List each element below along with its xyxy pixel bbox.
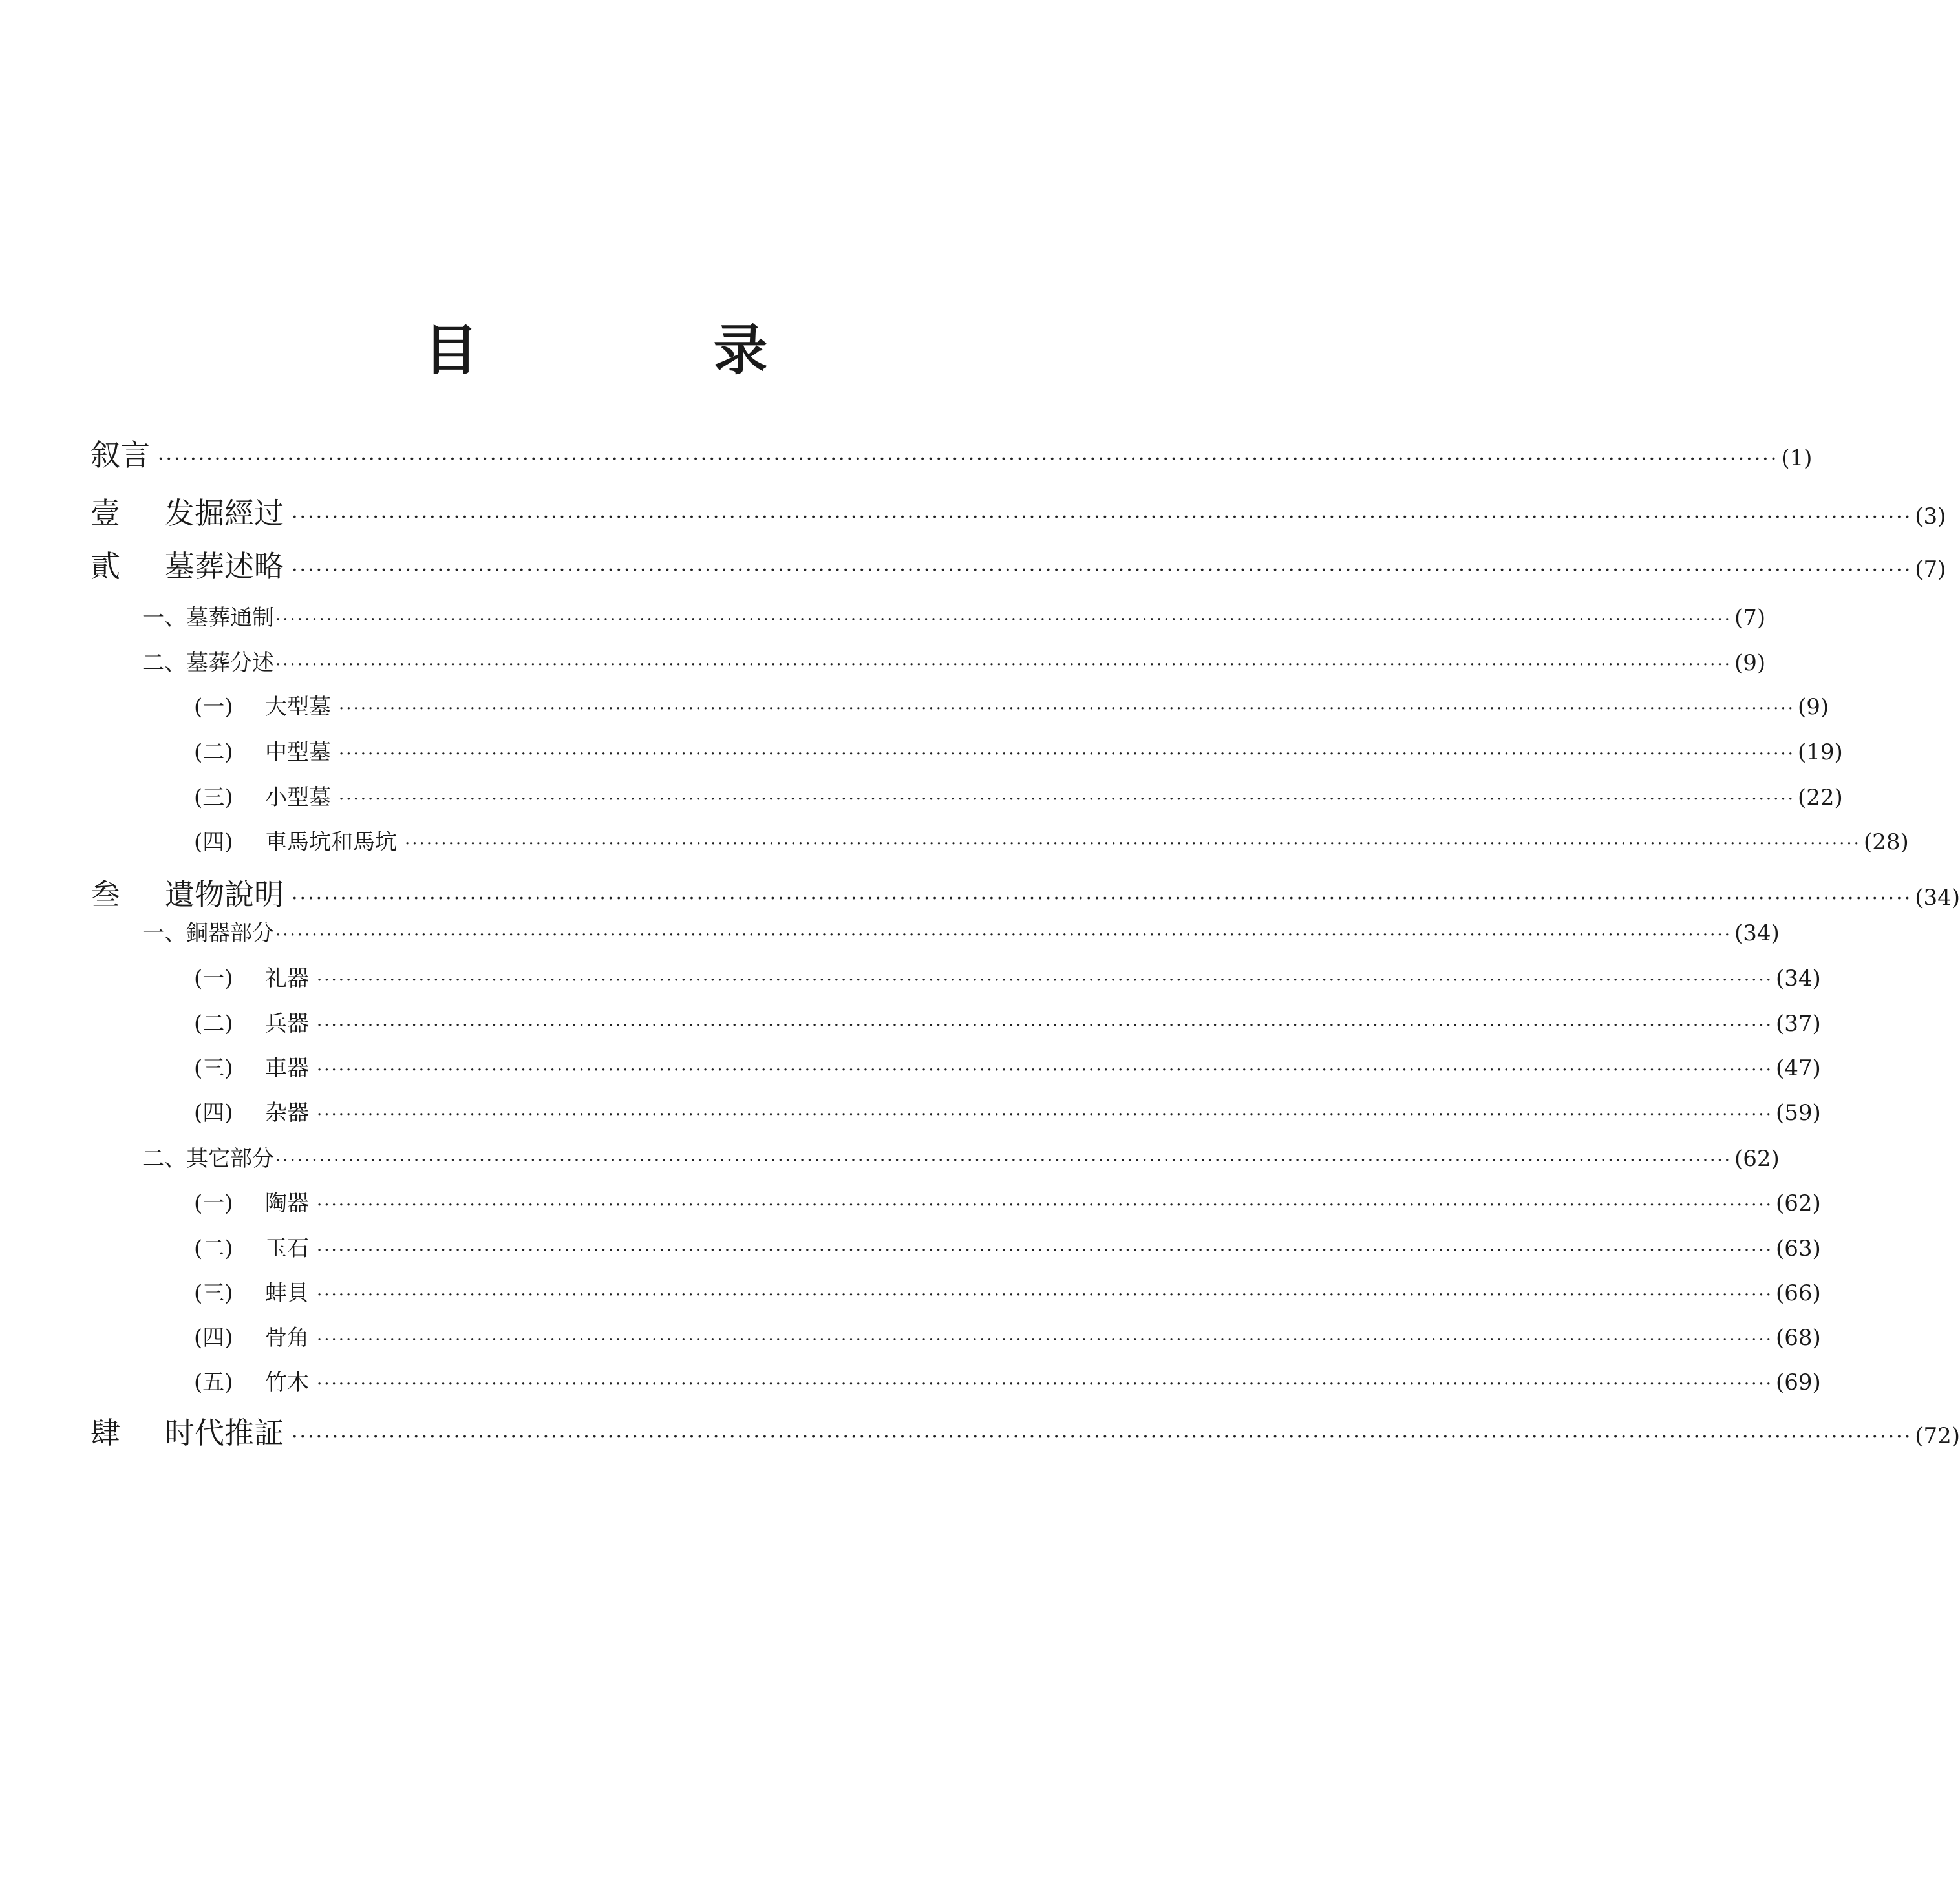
right-paren: ): [1756, 605, 1766, 631]
left-paren: (: [1734, 650, 1743, 676]
left-paren: (: [1915, 885, 1924, 911]
left-paren: (: [1797, 785, 1807, 810]
left-paren: (: [1797, 694, 1807, 720]
page-number: 28: [1872, 829, 1901, 855]
toc-entry-page: [1776, 1011, 1821, 1037]
toc-entry-page: [1734, 650, 1765, 676]
left-paren: (: [1734, 1146, 1743, 1172]
left-paren: (: [1775, 966, 1785, 991]
toc-entry-page: [1798, 694, 1829, 720]
right-paren: ): [1812, 1055, 1821, 1081]
toc-entry-label: [142, 600, 274, 631]
left-paren: (: [1863, 829, 1873, 855]
toc-entry-number: (一): [194, 966, 233, 991]
right-paren: ): [1812, 966, 1821, 991]
dot-leader: ········································································································································································································: [292, 1426, 1913, 1448]
right-paren: ): [1951, 1423, 1960, 1449]
right-paren: ): [1812, 1100, 1821, 1126]
dot-leader: ········································································································································································································: [292, 887, 1913, 910]
toc-entry-title: 一、銅器部分: [142, 920, 274, 946]
page-number: 9: [1806, 694, 1820, 720]
toc-entry-label: [91, 543, 284, 586]
toc-entry: [194, 960, 1821, 992]
toc-entry-page: [1734, 920, 1780, 946]
page-number: 22: [1806, 785, 1835, 810]
toc-entry-page: [1776, 1236, 1821, 1262]
dot-leader: ········································································································································································································: [317, 1196, 1773, 1215]
left-paren: (: [1775, 1370, 1785, 1395]
right-paren: ): [1812, 1236, 1821, 1262]
page-number: 7: [1743, 605, 1757, 631]
right-paren: ): [1937, 556, 1946, 582]
toc-entry-page: [1734, 1146, 1780, 1172]
right-paren: ): [1756, 650, 1766, 676]
toc-entry-number: (三): [194, 1055, 233, 1081]
toc-entry: [142, 645, 1766, 677]
toc-entry-title: 玉石: [265, 1236, 309, 1262]
toc-entry: [142, 915, 1780, 947]
left-paren: (: [1775, 1011, 1785, 1037]
toc-entry: [194, 1364, 1821, 1396]
page-number: 37: [1784, 1011, 1813, 1037]
left-paren: (: [1775, 1325, 1785, 1351]
toc-entry-number: 貳: [91, 549, 120, 584]
toc-entry-label: [91, 490, 284, 533]
page-number: 68: [1784, 1325, 1813, 1351]
toc-entry: [142, 1141, 1780, 1172]
toc-entry: [194, 1095, 1821, 1127]
toc-entry-title: 叙言: [91, 438, 150, 472]
page-number: 34: [1923, 885, 1952, 911]
toc-entry: [91, 871, 1960, 914]
right-paren: ): [1812, 1280, 1821, 1306]
toc-entry-page: [1915, 503, 1946, 529]
toc-entry-label: [91, 871, 284, 914]
page-number: 1: [1789, 445, 1804, 471]
right-paren: ): [1812, 1011, 1821, 1037]
toc-entry-label: [194, 1320, 309, 1351]
page-number: 47: [1784, 1055, 1813, 1081]
page-number: 9: [1743, 650, 1757, 676]
toc-entry-title: 时代推証: [165, 1415, 284, 1450]
toc-entry: [194, 1185, 1821, 1217]
dot-leader: ········································································································································································································: [275, 655, 1732, 675]
toc-entry: [91, 543, 1946, 586]
dot-leader: ········································································································································································································: [317, 1330, 1773, 1349]
page-number: 69: [1784, 1370, 1813, 1395]
toc-entry-title: 一、墓葬通制: [142, 605, 274, 631]
toc-entry-page: [1798, 739, 1843, 765]
dot-leader: ········································································································································································································: [405, 834, 1861, 854]
toc-entry-label: [91, 1410, 284, 1452]
toc-entry-label: [142, 645, 274, 677]
dot-leader: ········································································································································································································: [292, 559, 1913, 582]
left-paren: (: [1734, 605, 1743, 631]
left-paren: (: [1915, 503, 1924, 529]
toc-entry-label: [194, 1364, 309, 1396]
toc-entry-number: (三): [194, 785, 233, 810]
toc-entry-page: [1776, 1370, 1821, 1395]
page-number: 62: [1743, 1146, 1771, 1172]
toc-entry: [91, 490, 1946, 533]
toc-entry-title: 大型墓: [265, 694, 331, 720]
left-paren: (: [1775, 1280, 1785, 1306]
page-number: 34: [1743, 920, 1771, 946]
toc-entry-label: [194, 689, 331, 721]
right-paren: ): [1951, 885, 1960, 911]
dot-leader: ········································································································································································································: [339, 790, 1795, 809]
left-paren: (: [1775, 1236, 1785, 1262]
toc-entry: [194, 824, 1909, 856]
toc-entry-number: (五): [194, 1370, 233, 1395]
toc-entry-title: 发掘經过: [165, 496, 284, 531]
toc-entry-number: (四): [194, 1100, 233, 1126]
toc-entry-page: [1776, 1100, 1821, 1126]
toc-entry-number: (一): [194, 1191, 233, 1216]
toc-entry-label: [194, 1050, 309, 1082]
toc-entry-page: [1776, 1191, 1821, 1216]
toc-entry-label: [194, 1095, 309, 1127]
dot-leader: ········································································································································································································: [275, 926, 1732, 945]
right-paren: ): [1771, 920, 1780, 946]
dot-leader: ········································································································································································································: [317, 1016, 1773, 1035]
toc-entry: [194, 689, 1829, 721]
toc-entry-title: 杂器: [265, 1100, 309, 1126]
left-paren: (: [1775, 1055, 1785, 1081]
toc-entry-number: 壹: [91, 496, 120, 531]
right-paren: ): [1834, 785, 1843, 810]
toc-entry: [194, 734, 1843, 766]
right-paren: ): [1820, 694, 1829, 720]
dot-leader: ········································································································································································································: [317, 1286, 1773, 1305]
toc-entry-page: [1864, 829, 1909, 855]
toc-entry-label: [194, 1185, 309, 1217]
toc-entry-number: (一): [194, 694, 233, 720]
toc-entry-title: 陶器: [265, 1191, 309, 1216]
left-paren: (: [1781, 445, 1790, 471]
toc-entry-page: [1776, 1280, 1821, 1306]
toc-entry-title: 骨角: [265, 1325, 309, 1351]
toc-entry-page: [1776, 1055, 1821, 1081]
toc-entry-number: (二): [194, 739, 233, 765]
dot-leader: ········································································································································································································: [317, 971, 1773, 990]
toc-entry-title: 二、墓葬分述: [142, 650, 274, 676]
dot-leader: ········································································································································································································: [292, 506, 1913, 529]
toc-entry-label: [194, 824, 397, 856]
toc-entry-title: 遺物說明: [165, 877, 284, 912]
toc-entry-title: 兵器: [265, 1011, 309, 1037]
page-number: 34: [1784, 966, 1813, 991]
page-number: 59: [1784, 1100, 1813, 1126]
toc-entry-label: [194, 734, 331, 766]
toc-entry-number: (三): [194, 1280, 233, 1306]
left-paren: (: [1915, 556, 1924, 582]
left-paren: (: [1915, 1423, 1924, 1449]
dot-leader: ········································································································································································································: [339, 745, 1795, 764]
toc-entry: [194, 1231, 1821, 1262]
page-title: 目 录: [423, 318, 858, 382]
page-number: 62: [1784, 1191, 1813, 1216]
toc-entry: [194, 1275, 1821, 1307]
toc-entry-page: [1915, 556, 1946, 582]
toc-entry: [91, 432, 1813, 474]
toc-entry-page: [1776, 966, 1821, 991]
toc-entry-page: [1734, 605, 1765, 631]
right-paren: ): [1834, 739, 1843, 765]
toc-entry-number: (二): [194, 1236, 233, 1262]
toc-entry-number: 肆: [91, 1415, 120, 1450]
right-paren: ): [1812, 1191, 1821, 1216]
dot-leader: ········································································································································································································: [339, 699, 1795, 719]
left-paren: (: [1775, 1100, 1785, 1126]
dot-leader: ········································································································································································································: [158, 448, 1779, 471]
page-number: 19: [1806, 739, 1835, 765]
right-paren: ): [1771, 1146, 1780, 1172]
toc-entry-page: [1915, 885, 1960, 911]
toc-entry-label: [91, 432, 150, 474]
toc-entry: [194, 1006, 1821, 1037]
dot-leader: ········································································································································································································: [317, 1375, 1773, 1394]
page-number: 72: [1923, 1423, 1952, 1449]
toc-entry-title: 礼器: [265, 966, 309, 991]
toc-entry-number: (四): [194, 1325, 233, 1351]
toc-entry: [194, 1320, 1821, 1351]
toc-entry-label: [142, 915, 274, 947]
toc-entry-label: [194, 779, 331, 811]
left-paren: (: [1734, 920, 1743, 946]
toc-entry: [194, 779, 1843, 811]
toc-entry-label: [194, 1231, 309, 1262]
right-paren: ): [1937, 503, 1946, 529]
toc-entry-title: 墓葬述略: [165, 549, 284, 584]
toc-entry-label: [194, 1275, 309, 1307]
toc-entry-number: 叁: [91, 877, 120, 912]
toc-entry: [194, 1050, 1821, 1082]
left-paren: (: [1797, 739, 1807, 765]
toc-entry-number: (四): [194, 829, 233, 855]
toc-entry: [91, 1410, 1960, 1452]
dot-leader: ········································································································································································································: [317, 1061, 1773, 1080]
toc-entry-label: [194, 1006, 309, 1037]
toc-entry-title: 中型墓: [265, 739, 331, 765]
toc-entry-title: 小型墓: [265, 785, 331, 810]
toc-entry-page: [1915, 1423, 1960, 1449]
dot-leader: ········································································································································································································: [275, 610, 1732, 630]
toc-entry-title: 車器: [265, 1055, 309, 1081]
dot-leader: ········································································································································································································: [317, 1241, 1773, 1260]
page-number: 3: [1923, 503, 1938, 529]
toc-entry-title: 車馬坑和馬坑: [265, 829, 397, 855]
right-paren: ): [1812, 1325, 1821, 1351]
right-paren: ): [1812, 1370, 1821, 1395]
toc-entry-title: 二、其它部分: [142, 1146, 274, 1172]
toc-entry-page: [1781, 445, 1812, 471]
toc-entry-title: 竹木: [265, 1370, 309, 1395]
toc-entry-label: [142, 1141, 274, 1172]
page-number: 63: [1784, 1236, 1813, 1262]
toc-entry-page: [1776, 1325, 1821, 1351]
toc-entry-page: [1798, 785, 1843, 810]
right-paren: ): [1804, 445, 1813, 471]
toc-entry-title: 蚌貝: [265, 1280, 309, 1306]
toc-entry: [142, 600, 1766, 631]
page-number: 66: [1784, 1280, 1813, 1306]
right-paren: ): [1900, 829, 1909, 855]
dot-leader: ········································································································································································································: [317, 1105, 1773, 1125]
left-paren: (: [1775, 1191, 1785, 1216]
page-number: 7: [1923, 556, 1938, 582]
toc-entry-number: (二): [194, 1011, 233, 1037]
toc-entry-label: [194, 960, 309, 992]
dot-leader: ········································································································································································································: [275, 1151, 1732, 1170]
